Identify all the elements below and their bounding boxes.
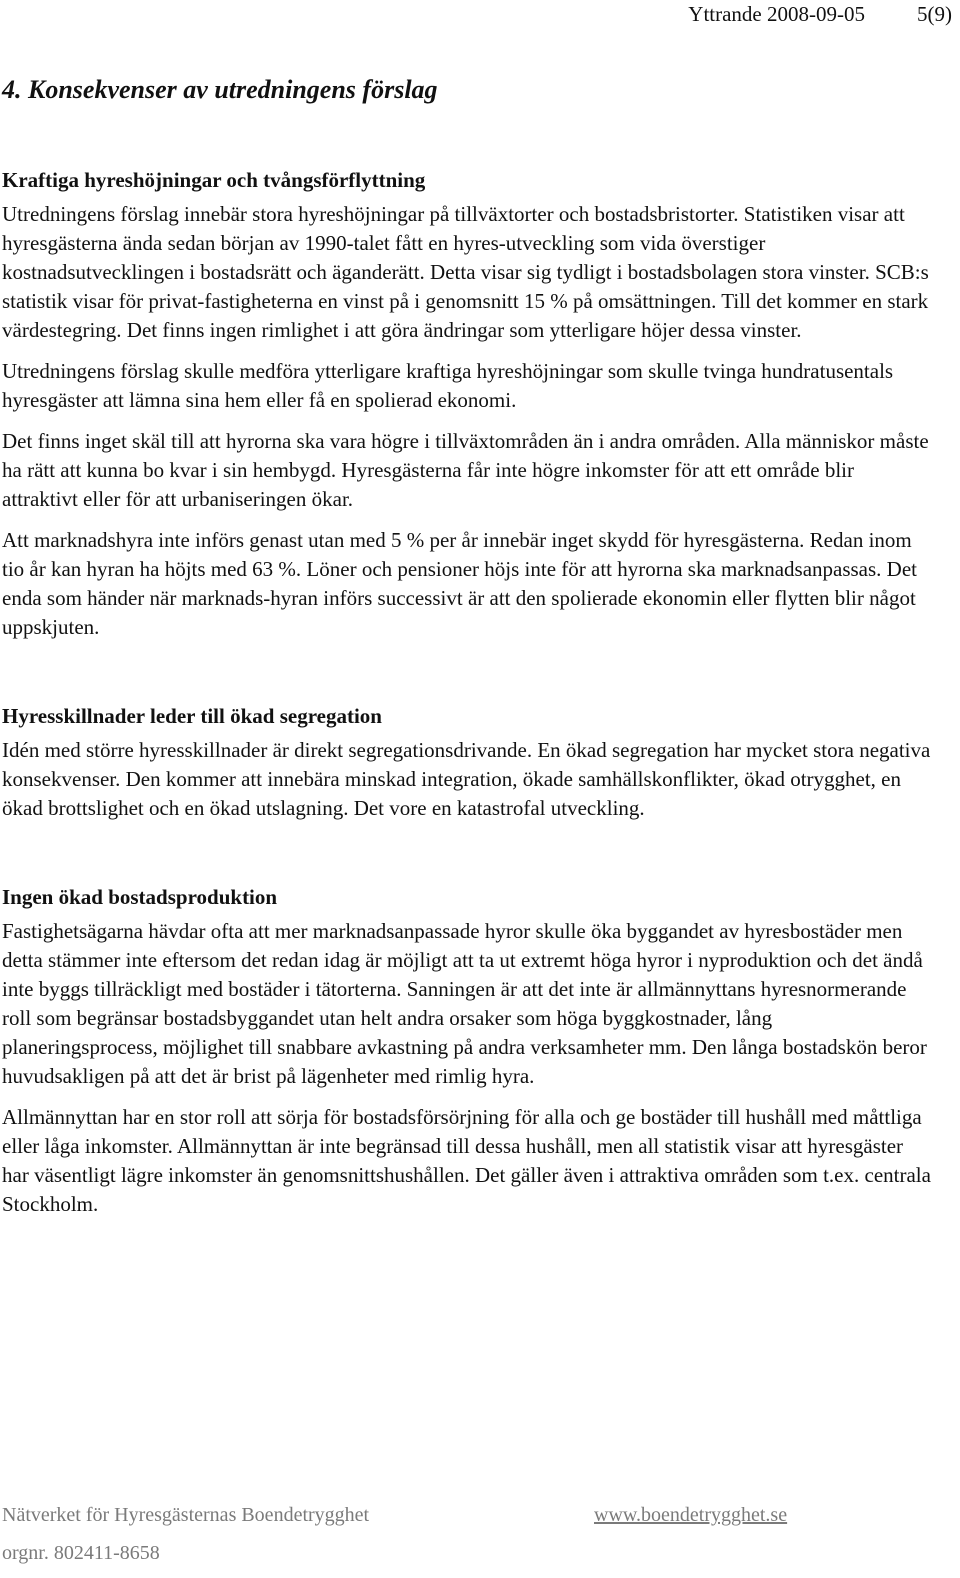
paragraph: Det finns inget skäl till att hyrorna ska vara högre i tillväxtområden än i andra områden. Alla människor måste ha rätt att kunna bo kvar i sin hembygd. Hyresgästerna får inte högre inkomster för att ett område blir attraktivt eller för att urbaniseringen ökar. [2, 429, 929, 511]
paragraph: Utredningens förslag skulle medföra ytterligare kraftiga hyreshöjningar som skulle tvinga hundratusentals hyresgäster att lämna sina hem eller få en spolierad ekonomi. [2, 359, 894, 412]
paragraph: Idén med större hyresskillnader är direkt segregationsdrivande. En ökad segregation har mycket stora negativa konsekvenser. Den kommer att innebära minskad integration, ökade samhällskonflikter, ökad otrygghet, en ökad brottslighet och en ökad utslagning. Det vore en katastrofal utveckling. [2, 738, 931, 820]
footer-organization: Nätverket för Hyresgästernas Boendetrygghet [2, 1504, 370, 1526]
page-footer [2, 1500, 942, 1568]
paragraph: Allmännyttan har en stor roll att sörja för bostadsförsörjning för alla och ge bostäder till hushåll med måttliga eller låga inkomster. Allmännyttan är inte begränsad till dessa hushåll, men all statistik visar att hyresgäster har väsentligt lägre inkomster än genomsnittshushållen. Det gäller även i attraktiva områden som t.ex. centrala Stockholm. [2, 1105, 931, 1216]
block-heading-segregation: Hyresskillnader leder till ökad segregation [2, 704, 382, 728]
paragraph: Utredningens förslag innebär stora hyreshöjningar på tillväxtorter och bostadsbristorter. Statistiken visar att hyresgästerna ända sedan början av 1990-talet fått en hyres-utveckling som vida överstiger kostnadsutvecklingen i bostadsrätt och äganderätt. Detta visar sig tydligt i bostadsbolagen stora vinster. SCB:s statistik visar för privat-fastigheterna en vinst på i genomsnitt 15 % på omsättningen. Till det kommer en stark värdestegring. Det finns ingen rimlighet i att göra ändringar som ytterligare höjer dessa vinster. [2, 202, 929, 342]
footer-website-link[interactable]: www.boendetrygghet.se [594, 1504, 788, 1526]
document-body [2, 162, 932, 1219]
document-label: Yttrande 2008-09-05 [688, 2, 865, 26]
paragraph: Fastighetsägarna hävdar ofta att mer marknadsanpassade hyror skulle öka byggandet av hyresbostäder men detta stämmer inte eftersom det redan idag är möjligt att ta ut extremt höga hyror i nyproduktion och det ändå inte byggs tillräckligt med bostäder i tätorterna. Sanningen är att det inte är allmännyttans hyresnormerande roll som begränsar bostadsbyggandet utan helt andra orsaker som höga byggkostnader, lång planeringsprocess, möjlighet till snabbare avkastning på andra verksamheter mm. Den långa bostadskön beror huvudsakligen på att det är brist på lägenheter med rimlig hyra. [2, 919, 927, 1088]
page-number: 5(9) [917, 2, 952, 26]
paragraph: Att marknadshyra inte införs genast utan med 5 % per år innebär inget skydd för hyresgästerna. Redan inom tio år kan hyran ha höjts med 63 %. Löner och pensioner höjs inte för att hyrorna ska marknadsanpassas. Det enda som händer när marknads-hyran införs successivt är att den spolierade ekonomin eller flytten blir något uppskjuten. [2, 528, 917, 639]
section-title: 4. Konsekvenser av utredningens förslag [2, 75, 438, 104]
page-header [688, 0, 952, 30]
block-heading-rent-increases: Kraftiga hyreshöjningar och tvångsförflyttning [2, 168, 426, 192]
block-heading-housing-production: Ingen ökad bostadsproduktion [2, 885, 278, 909]
footer-org-number: orgnr. 802411-8658 [2, 1542, 160, 1564]
